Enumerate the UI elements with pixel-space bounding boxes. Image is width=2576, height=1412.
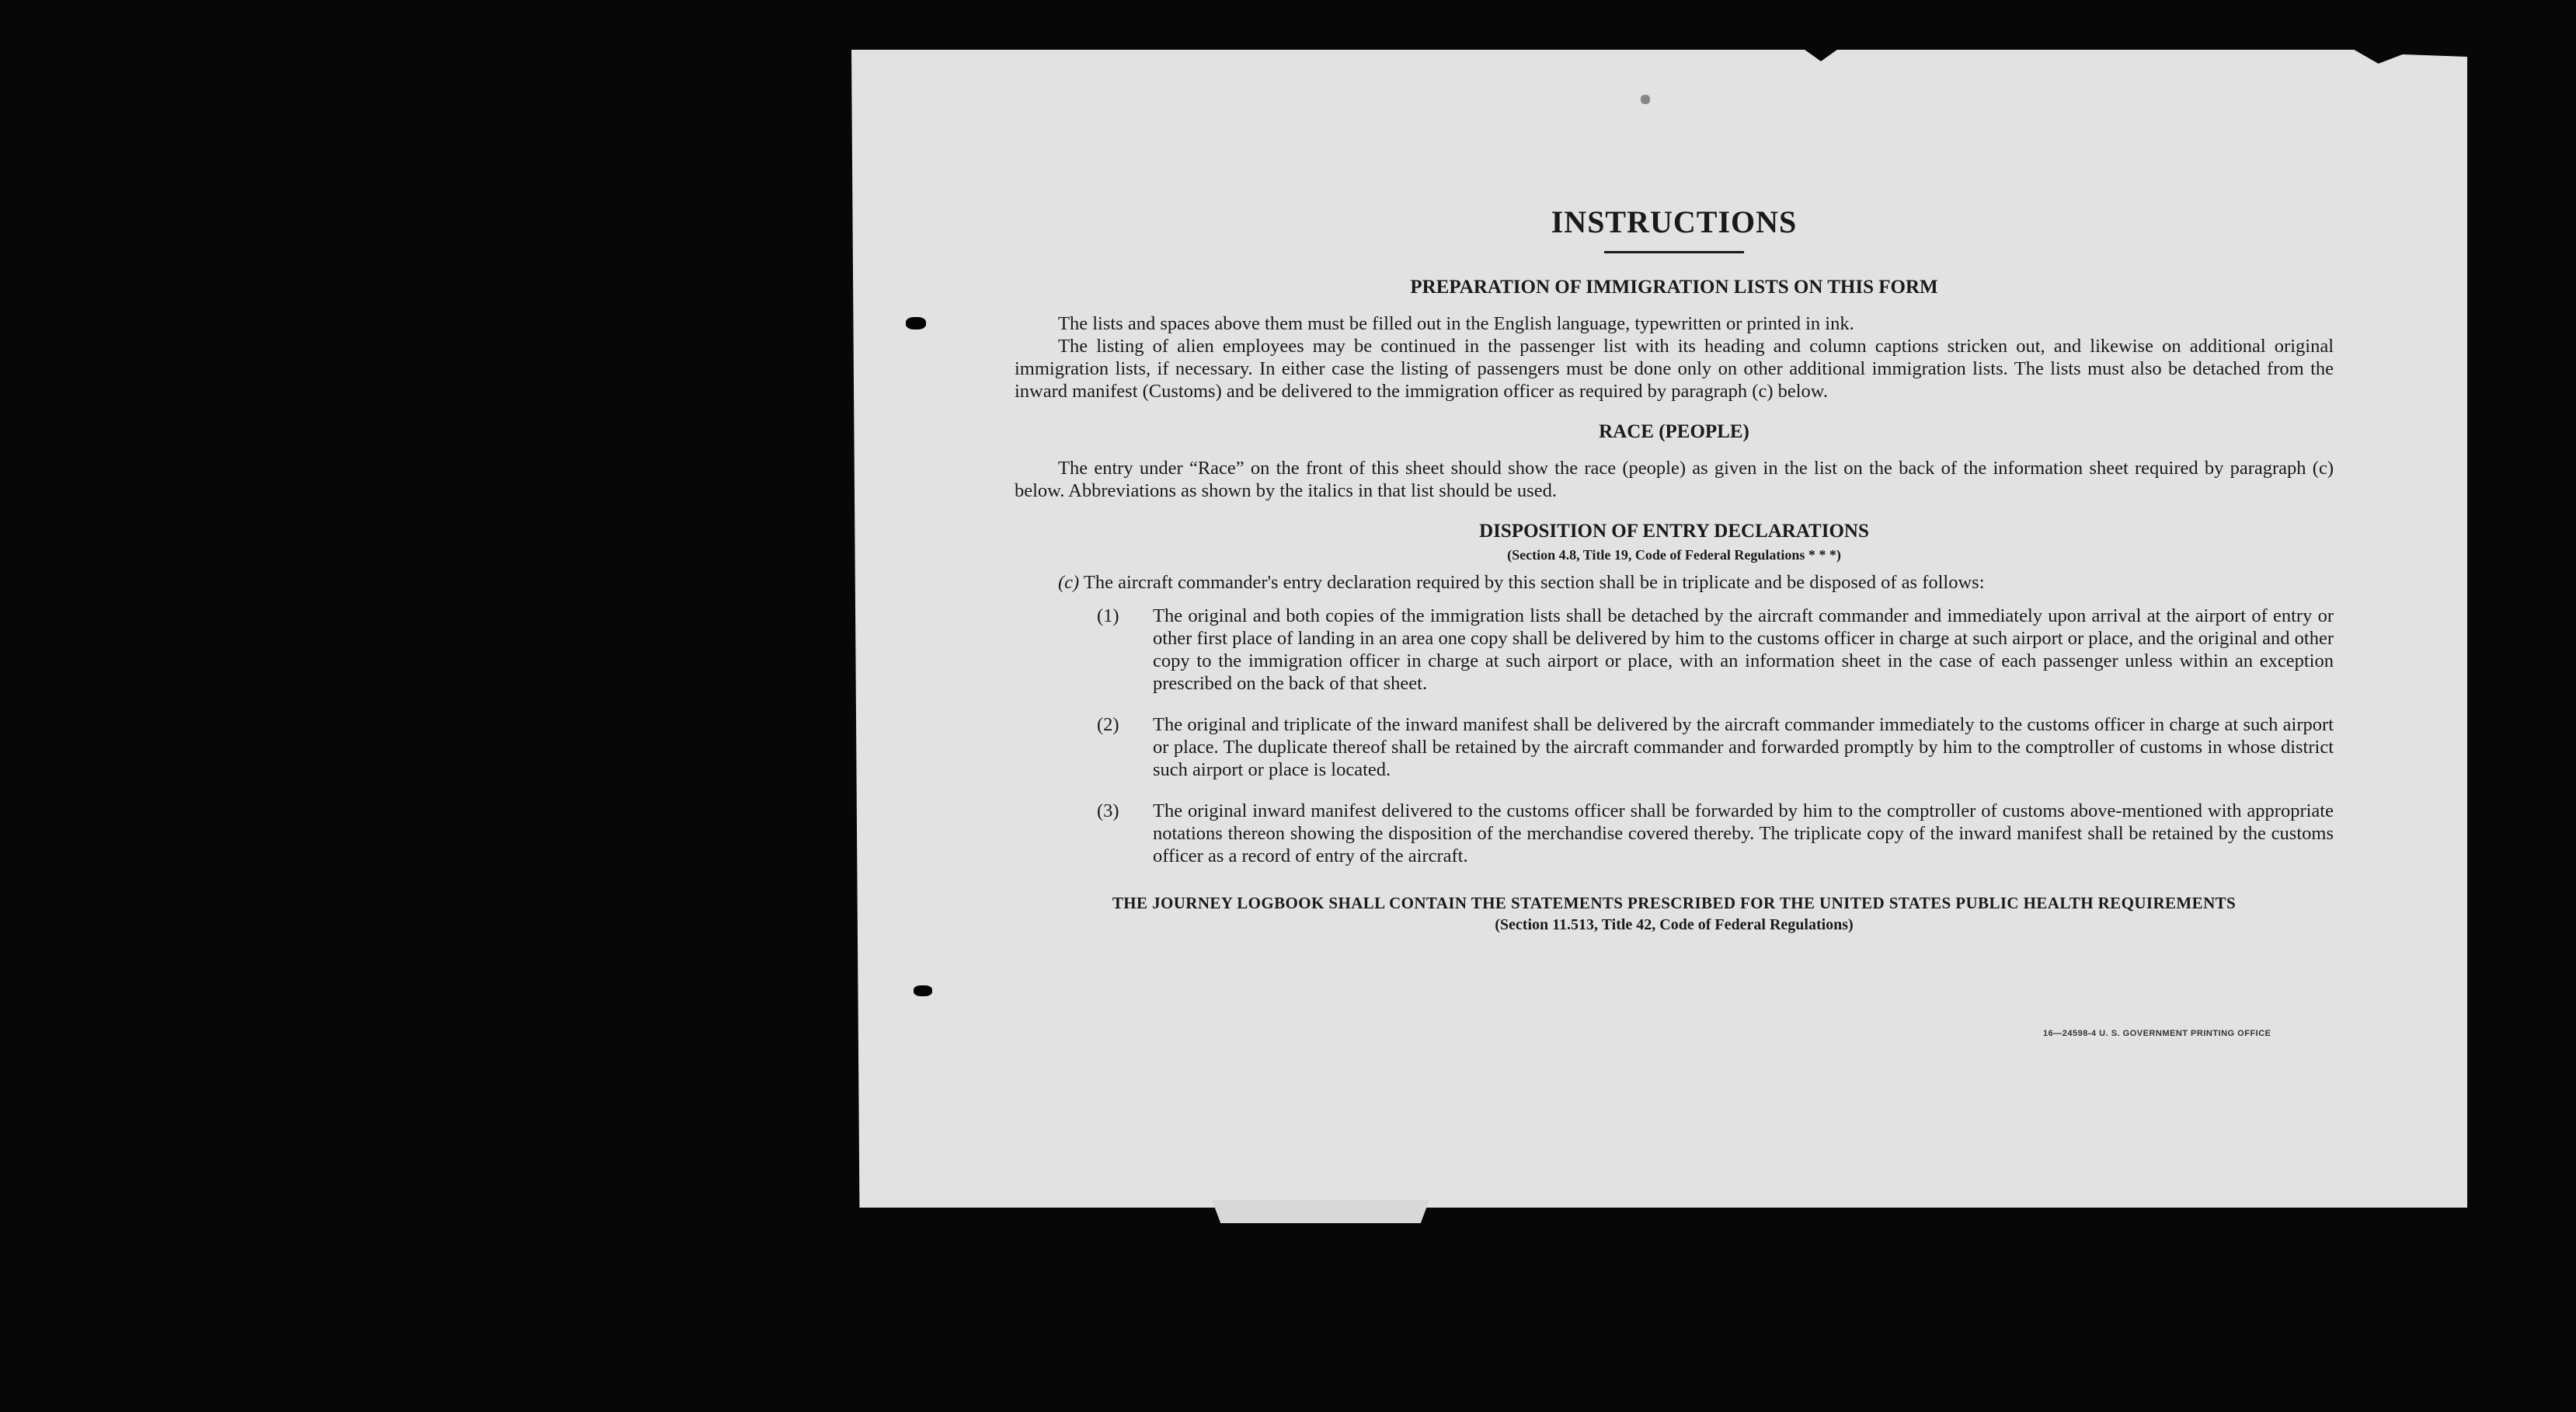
- list-item: [1015, 713, 2334, 781]
- list-item-text: The original and both copies of the immigration lists shall be detached by the aircraft commander and immediately upon arrival at the airport of entry or other first place of landing in an area one copy shall be delivered by him to the customs officer in charge at such airport or place, and the original and other copy to the immigration officer in charge at such airport or place, with an information sheet in the case of each passenger unless within an exception prescribed on the back of that sheet.: [1153, 605, 2334, 694]
- list-item-text: The original and triplicate of the inward manifest shall be delivered by the aircraft commander immediately to the customs officer in charge at such airport or place. The duplicate thereof shall be retained by the aircraft commander and forwarded promptly by him to the comptroller of customs in whose district such airport or place is located.: [1153, 714, 2334, 780]
- punch-hole-mark: [914, 985, 932, 996]
- intro-text: The aircraft commander's entry declaration required by this section shall be in triplicate and be disposed of as follows:: [1083, 572, 1985, 593]
- intro-label: (c): [1058, 572, 1080, 593]
- title-underline: [1604, 251, 1744, 253]
- instructions-body: [1015, 194, 2334, 934]
- paper-speck: [1641, 95, 1650, 104]
- disposition-list: [1015, 605, 2334, 867]
- paper-tab-edge: [1212, 1200, 1429, 1223]
- list-item: [1015, 800, 2334, 867]
- list-item: [1015, 605, 2334, 695]
- preparation-paragraph-1: The lists and spaces above them must be filled out in the English language, typewritten or printed in ink.: [1058, 313, 1854, 334]
- preparation-paragraph-2: The listing of alien employees may be continued in the passenger list with its heading and column captions stricken out, and likewise on additional original immigration lists, if necessary. In either case the listing of passengers must be done only on other additional immigration lists. The lists must also be detached from the inward manifest (Customs) and be delivered to the immigration officer as required by paragraph (c) below.: [1015, 336, 2334, 402]
- race-paragraph: The entry under “Race” on the front of this sheet should show the race (people) as given in the list on the back of the information sheet required by paragraph (c) below. Abbreviations as shown by the italics in that list should be used.: [1015, 458, 2334, 501]
- section-heading-preparation: PREPARATION OF IMMIGRATION LISTS ON THIS FORM: [1410, 277, 1938, 298]
- disposition-intro: [1015, 571, 2334, 594]
- list-item-number: (2): [1097, 714, 1119, 735]
- list-item-number: (1): [1097, 605, 1119, 626]
- health-requirements-citation: (Section 11.513, Title 42, Code of Federal Regulations): [1495, 916, 1854, 933]
- list-item-text: The original inward manifest delivered to the customs officer shall be forwarded by him to the comptroller of customs above-mentioned with appropriate notations thereon showing the disposition of the merchandise covered thereby. The triplicate copy of the inward manifest shall be retained by the customs officer as a record of entry of the aircraft.: [1153, 800, 2334, 866]
- section-heading-disposition: DISPOSITION OF ENTRY DECLARATIONS: [1479, 521, 1869, 542]
- printing-office-imprint: 16—24598-4 U. S. GOVERNMENT PRINTING OFFICE: [2043, 1029, 2271, 1038]
- section-heading-race: RACE (PEOPLE): [1599, 421, 1749, 442]
- list-item-number: (3): [1097, 800, 1119, 821]
- health-requirements-statement: THE JOURNEY LOGBOOK SHALL CONTAIN THE STATEMENTS PRESCRIBED FOR THE UNITED STATES PUBLIC HEALTH REQUIREMENTS: [1112, 894, 2237, 912]
- page-title: INSTRUCTIONS: [1551, 204, 1798, 239]
- punch-hole-mark: [906, 317, 926, 329]
- disposition-citation: (Section 4.8, Title 19, Code of Federal Regulations * * *): [1507, 547, 1841, 563]
